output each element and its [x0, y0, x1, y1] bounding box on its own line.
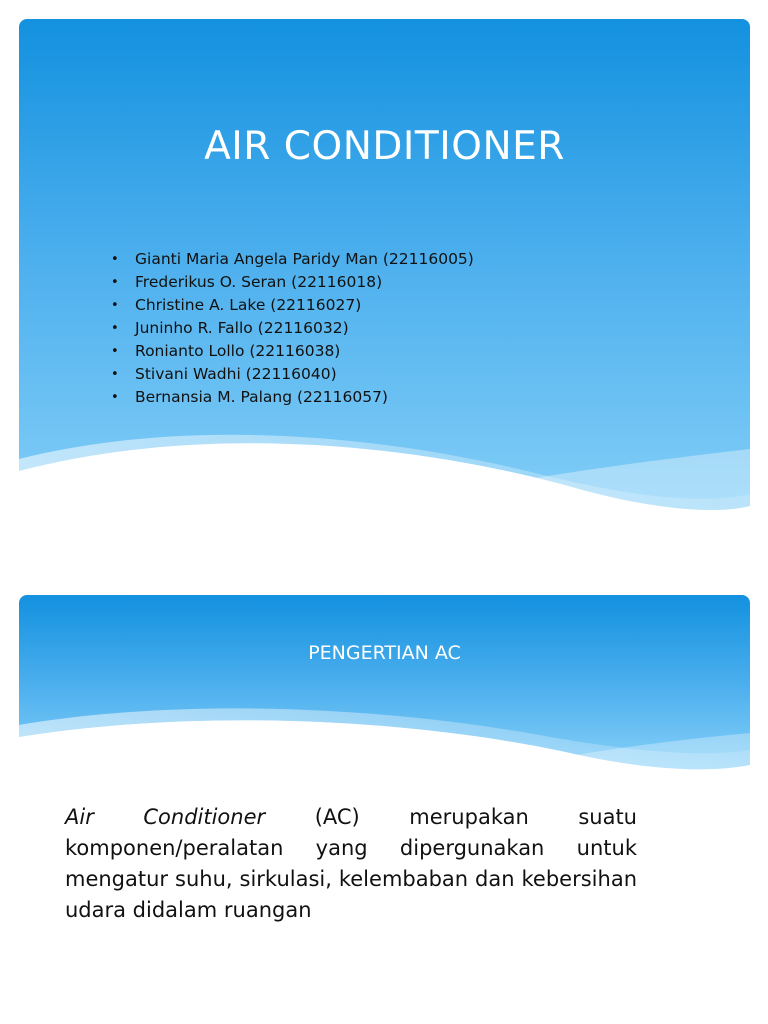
slide-title-text: AIR CONDITIONER	[204, 124, 565, 169]
list-item: • Juninho R. Fallo (22116032)	[111, 317, 474, 340]
bullet-icon: •	[111, 390, 119, 405]
member-list	[111, 248, 474, 409]
bullet-icon: •	[111, 344, 119, 359]
slide-header-background	[19, 595, 750, 795]
slide-definition	[19, 595, 750, 1000]
slide-title	[19, 19, 750, 528]
list-item: • Ronianto Lollo (22116038)	[111, 340, 474, 363]
bullet-icon: •	[111, 298, 119, 313]
bullet-icon: •	[111, 321, 119, 336]
list-item: • Frederikus O. Seran (22116018)	[111, 271, 474, 294]
list-item: • Christine A. Lake (22116027)	[111, 294, 474, 317]
list-item: • Bernansia M. Palang (22116057)	[111, 386, 474, 409]
bullet-icon: •	[111, 275, 119, 290]
bullet-icon: •	[111, 367, 119, 382]
list-item: • Stivani Wadhi (22116040)	[111, 363, 474, 386]
definition-paragraph	[65, 802, 637, 926]
slide-subtitle-text: PENGERTIAN AC	[308, 642, 461, 664]
term-italic: Air Conditioner	[65, 805, 266, 829]
bullet-icon: •	[111, 252, 119, 267]
list-item: • Gianti Maria Angela Paridy Man (22116005)	[111, 248, 474, 271]
definition-text: (AC) merupakan suatu komponen/peralatan yang dipergunakan untuk mengatur suhu, sirkulasi, kelembaban dan kebersihan udara didalam ruangan	[65, 805, 637, 922]
